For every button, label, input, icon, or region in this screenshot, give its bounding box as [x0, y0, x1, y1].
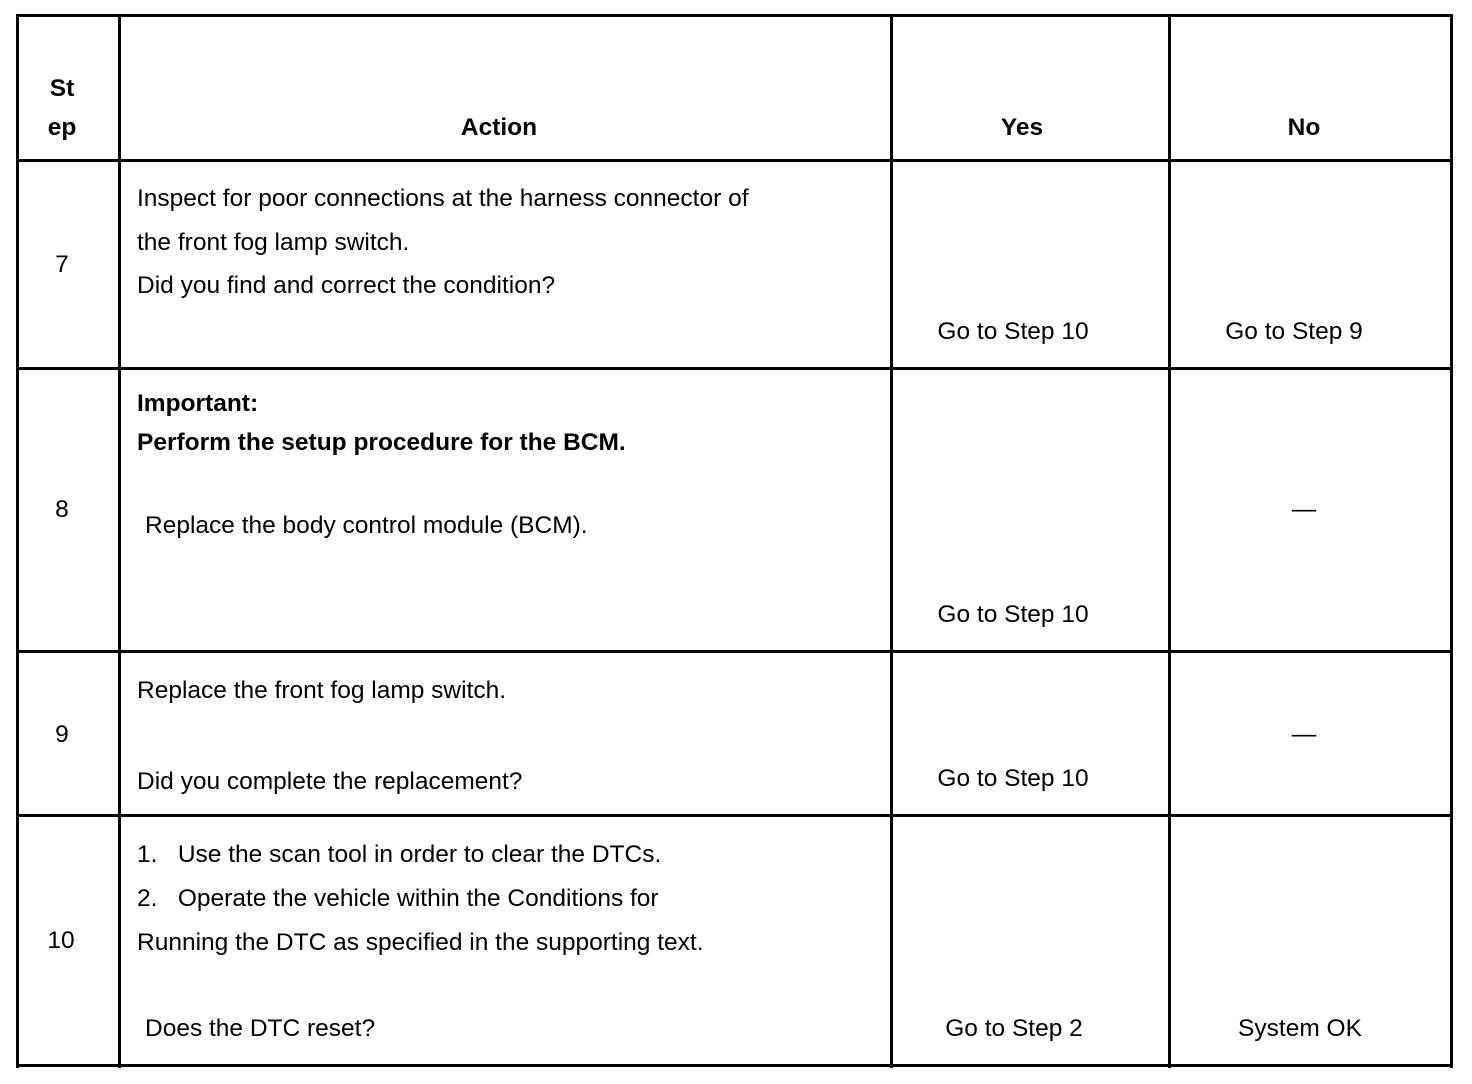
yes-result: Go to Step 2	[945, 1015, 1083, 1042]
action-text: Inspect for poor connections at the harness connector of	[137, 185, 749, 212]
action-text: the front fog lamp switch.	[137, 229, 410, 256]
action-text: Running the DTC as specified in the supporting text.	[137, 929, 704, 956]
row-divider	[16, 367, 1453, 370]
yes-result: Go to Step 10	[937, 765, 1089, 792]
column-divider	[1168, 14, 1171, 1068]
table-border-top	[16, 14, 1453, 17]
column-divider	[890, 14, 893, 1068]
action-text: 2. Operate the vehicle within the Conditions for	[137, 885, 659, 912]
header-action: Action	[460, 114, 538, 141]
yes-result: Go to Step 10	[937, 601, 1089, 628]
no-result: Go to Step 9	[1225, 318, 1363, 345]
column-divider	[118, 14, 121, 1068]
header-step-line1: St	[49, 75, 75, 102]
step-number: 9	[55, 721, 69, 748]
no-result: —	[1291, 721, 1317, 748]
action-text: Does the DTC reset?	[145, 1015, 376, 1042]
table-border-left	[16, 14, 19, 1068]
step-number: 7	[55, 251, 69, 278]
action-text: Replace the front fog lamp switch.	[137, 677, 507, 704]
yes-result: Go to Step 10	[937, 318, 1089, 345]
table-border-right	[1450, 14, 1453, 1068]
no-result: System OK	[1238, 1015, 1362, 1042]
header-step-line2: ep	[47, 114, 77, 141]
header-divider	[16, 159, 1453, 162]
step-number: 10	[47, 927, 75, 954]
header-no: No	[1287, 114, 1321, 141]
action-text: 1. Use the scan tool in order to clear the DTCs.	[137, 841, 662, 868]
table-border-bottom	[16, 1064, 1453, 1067]
header-yes: Yes	[1000, 114, 1044, 141]
row-divider	[16, 650, 1453, 653]
action-text: Did you find and correct the condition?	[137, 272, 556, 299]
no-result: —	[1291, 496, 1317, 523]
important-label: Important:	[137, 390, 259, 417]
action-text: Replace the body control module (BCM).	[145, 512, 588, 539]
step-number: 8	[55, 496, 69, 523]
important-text: Perform the setup procedure for the BCM.	[137, 429, 626, 456]
row-divider	[16, 814, 1453, 817]
action-text: Did you complete the replacement?	[137, 768, 523, 795]
